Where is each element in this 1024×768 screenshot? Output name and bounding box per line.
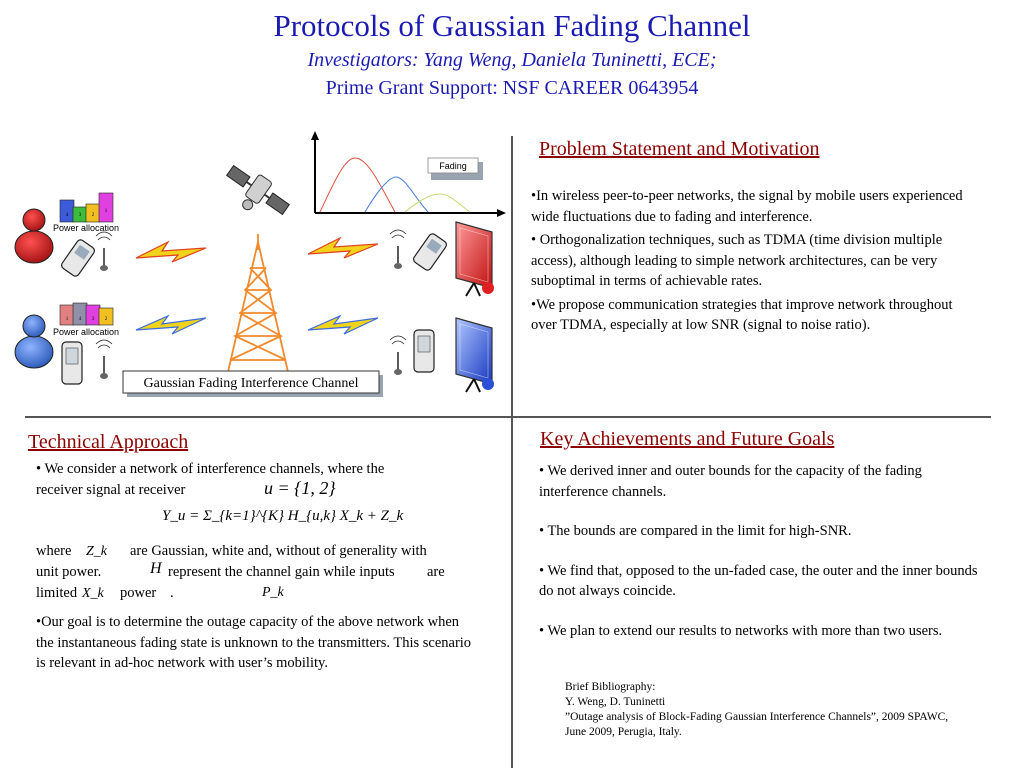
bibliography-authors: Y. Weng, D. Tuninetti xyxy=(565,696,666,708)
grant-line: Prime Grant Support: NSF CAREER 0643954 xyxy=(325,77,699,99)
problem-paragraph: •We propose communication strategies that improve network throughout over TDMA, especially at low SNR (signal to noise ratio). xyxy=(531,296,953,333)
technical-unit-power-text: unit power. xyxy=(36,564,102,580)
channel-gain-symbol: H xyxy=(150,560,162,577)
bar-digit: 2 xyxy=(104,317,108,322)
user-red-icon xyxy=(15,209,53,263)
vertical-divider xyxy=(511,136,513,768)
interference-lightning-top-left xyxy=(136,242,206,262)
bibliography xyxy=(565,680,1005,740)
bar-digit: 1 xyxy=(65,317,69,322)
power-allocation-bars-bottom xyxy=(60,303,113,325)
interference-lightning-top-right xyxy=(308,238,378,258)
problem-paragraph: •In wireless peer-to-peer networks, the signal by mobile users experienced wide fluctuations due to fading and interference. xyxy=(531,188,963,225)
network-illustration xyxy=(0,118,510,408)
poster-title: Protocols of Gaussian Fading Channel xyxy=(273,8,751,43)
achievements-body xyxy=(539,461,979,644)
fading-plot xyxy=(311,131,506,217)
power-allocation-label-bottom: Power allocation xyxy=(52,327,120,337)
pda-icon xyxy=(62,342,82,384)
power-allocation-bars-top xyxy=(60,193,113,222)
user-set-formula: u = {1, 2} xyxy=(264,478,336,498)
technical-where-text: where xyxy=(36,543,72,559)
interference-lightning-bottom-left xyxy=(136,316,206,334)
problem-paragraph: • Orthogonalization techniques, such as TDMA (time division multiple access), although leading to simple network architectures, can be very suboptimal in terms of achievable rates. xyxy=(531,232,943,289)
horizontal-divider xyxy=(25,416,991,418)
bar-digit: 4 xyxy=(78,317,82,322)
fading-label: Fading xyxy=(439,161,467,171)
interference-lightning-bottom-right xyxy=(308,316,378,334)
cellphone-icon xyxy=(60,238,96,277)
technical-gain-text: represent the channel gain while inputs xyxy=(168,564,395,580)
antenna-icon xyxy=(390,336,406,375)
bibliography-title: ”Outage analysis of Block-Fading Gaussian Interference Channels”, 2009 SPAWC, xyxy=(565,711,949,723)
noise-symbol: Z_k xyxy=(86,544,107,559)
problem-heading: Problem Statement and Motivation xyxy=(539,138,820,160)
technical-are-text: are xyxy=(427,564,445,580)
antenna-icon xyxy=(96,232,112,271)
achievement-item: • The bounds are compared in the limit for high-SNR. xyxy=(539,523,852,539)
received-signal-equation: Y_u = Σ_{k=1}^{K} H_{u,k} X_k + Z_k xyxy=(162,508,404,524)
antenna-icon xyxy=(96,340,112,379)
technical-heading: Technical Approach xyxy=(28,431,189,453)
bar-digit: 2 xyxy=(91,213,95,218)
power-allocation-label-top: Power allocation xyxy=(52,223,120,233)
technical-power-text: power xyxy=(120,585,157,601)
antenna-icon xyxy=(390,230,406,269)
channel-label: Gaussian Fading Interference Channel xyxy=(143,376,359,391)
bar-digit: 4 xyxy=(65,213,69,218)
investigators-line: Investigators: Yang Weng, Daniela Tuninetti, ECE; xyxy=(307,49,717,71)
pda-icon xyxy=(414,330,434,372)
bar-digit: 3 xyxy=(91,317,95,322)
bar-digit: 3 xyxy=(78,213,82,218)
input-symbol: X_k xyxy=(82,586,104,601)
achievement-item: • We plan to extend our results to networks with more than two users. xyxy=(539,622,943,639)
technical-limited-text: limited xyxy=(36,585,78,601)
bar-digit: 1 xyxy=(104,209,108,214)
problem-body xyxy=(531,186,967,339)
technical-line-1: • We consider a network of interference channels, where the xyxy=(36,461,385,477)
channel-label-box xyxy=(123,371,383,397)
achievement-item: • We find that, opposed to the un-faded case, the outer and the inner bounds do not always coincide. xyxy=(539,562,978,599)
power-symbol: P_k xyxy=(262,585,284,600)
technical-gaussian-text: are Gaussian, white and, without of generality with xyxy=(130,543,427,559)
bibliography-venue: June 2009, Perugia, Italy. xyxy=(565,726,682,738)
technical-goal-paragraph: •Our goal is to determine the outage capacity of the above network when the instantaneous fading state is unknown to the transmitters. This scenario is relevant in ad-hoc network with user’s mobility. xyxy=(36,614,472,671)
achievement-item: • We derived inner and outer bounds for the capacity of the fading interference channels. xyxy=(539,463,922,500)
receiver-board-red xyxy=(456,222,494,296)
bibliography-heading: Brief Bibliography: xyxy=(565,681,656,693)
technical-line-2: receiver signal at receiver xyxy=(36,482,186,498)
cellphone-icon xyxy=(412,232,448,271)
achievements-heading: Key Achievements and Future Goals xyxy=(540,428,835,450)
user-blue-icon xyxy=(15,315,53,368)
tower-icon xyxy=(228,234,288,372)
receiver-board-blue xyxy=(456,318,494,392)
technical-period: . xyxy=(170,585,174,601)
satellite-icon xyxy=(217,159,294,228)
